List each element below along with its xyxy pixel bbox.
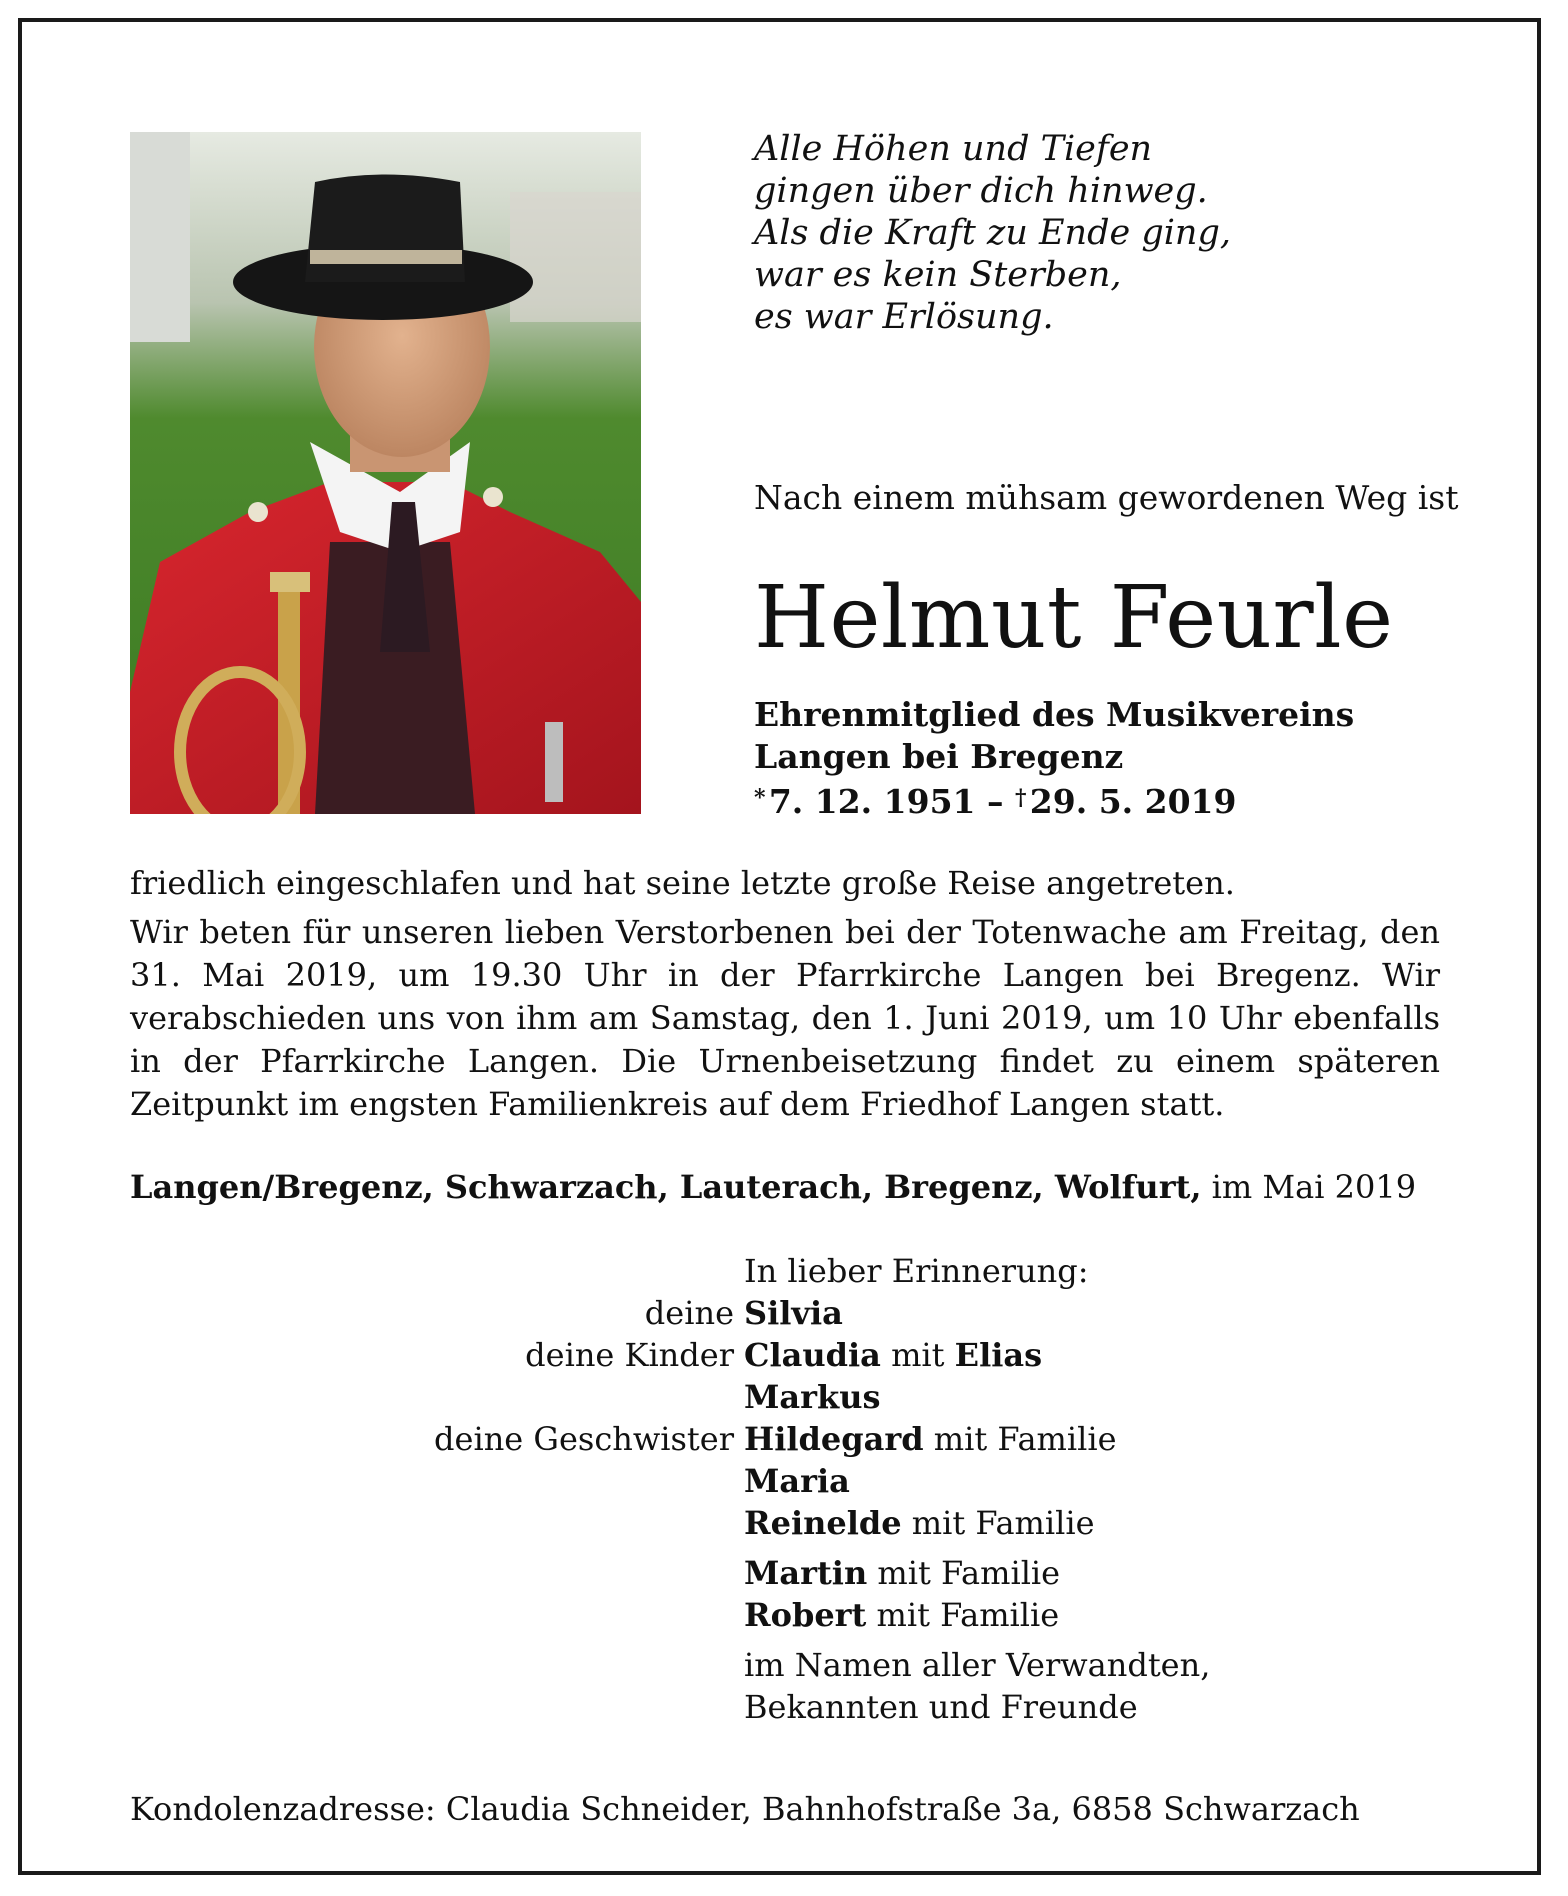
- mourner-name: Martin: [744, 1554, 868, 1592]
- relation-label: deine Geschwister: [434, 1420, 734, 1458]
- death-date: 29. 5. 2019: [1029, 782, 1237, 821]
- announcement-body: [130, 862, 1440, 1126]
- mit-familie-text: mit Familie: [923, 1420, 1117, 1458]
- mourner-name: Elias: [954, 1336, 1043, 1374]
- death-mark: †: [1014, 785, 1027, 811]
- mit-text: mit: [880, 1336, 955, 1374]
- poem-line: es war Erlösung.: [754, 297, 1054, 337]
- intro-text: Nach einem mühsam gewordenen Weg ist: [754, 478, 1459, 517]
- memorial-list: [130, 1250, 1440, 1728]
- mourner-name: Hildegard: [744, 1420, 924, 1458]
- portrait-photo: [130, 132, 641, 814]
- role: [754, 694, 1354, 778]
- mourner-name: Reinelde: [744, 1504, 902, 1542]
- mourner-name: Robert: [744, 1596, 867, 1634]
- poem-line: war es kein Sterben,: [754, 255, 1122, 295]
- poem-line: gingen über dich hinweg.: [754, 171, 1208, 211]
- life-dates: [754, 782, 1236, 821]
- birth-mark: *: [754, 785, 766, 811]
- mit-familie-text: mit Familie: [901, 1504, 1095, 1542]
- body-paragraph-1: friedlich eingeschlafen und hat seine letzte große Reise angetreten.: [130, 864, 1235, 902]
- mourner-name: Silvia: [744, 1294, 843, 1332]
- mit-familie-text: mit Familie: [866, 1596, 1060, 1634]
- mourner-name: Claudia: [744, 1336, 881, 1374]
- mourner-name: Maria: [744, 1462, 850, 1500]
- birth-date: 7. 12. 1951: [768, 782, 976, 821]
- poem-line: Als die Kraft zu Ende ging,: [754, 213, 1231, 253]
- closing-line: Bekannten und Freunde: [744, 1688, 1138, 1726]
- role-line: Langen bei Bregenz: [754, 737, 1124, 776]
- places-names: Langen/Bregenz, Schwarzach, Lauterach, Bregenz, Wolfurt,: [130, 1168, 1202, 1206]
- condolence-address: Kondolenzadresse: Claudia Schneider, Bahnhofstraße 3a, 6858 Schwarzach: [130, 1790, 1360, 1828]
- relation-label: deine: [644, 1294, 734, 1332]
- places-date: im Mai 2019: [1201, 1168, 1417, 1206]
- relation-label: deine Kinder: [525, 1336, 734, 1374]
- poem-line: Alle Höhen und Tiefen: [754, 129, 1153, 169]
- date-separator: –: [975, 782, 1015, 821]
- mit-familie-text: mit Familie: [867, 1554, 1061, 1592]
- deceased-name: Helmut Feurle: [754, 568, 1394, 668]
- role-line: Ehrenmitglied des Musikvereins: [754, 695, 1355, 734]
- places-line: [130, 1168, 1416, 1206]
- body-paragraph-2: Wir beten für unseren lieben Verstorbenen bei der Totenwache am Freitag, den 31. Mai 2019, um 19.30 Uhr in der Pfarrkirche Langen bei Bregenz. Wir verabschieden uns von ihm am Samstag, den 1. Juni 2019, um 10 Uhr ebenfalls in der Pfarrkirche Langen. Die Urnenbeisetzung findet zu einem späteren Zeitpunkt im engsten Familienkreis auf dem Friedhof Langen statt.: [130, 913, 1440, 1123]
- mourner-name: Markus: [744, 1378, 881, 1416]
- memorial-heading: In lieber Erinnerung:: [744, 1252, 1089, 1290]
- poem: [754, 128, 1231, 338]
- closing-line: im Namen aller Verwandten,: [744, 1646, 1211, 1684]
